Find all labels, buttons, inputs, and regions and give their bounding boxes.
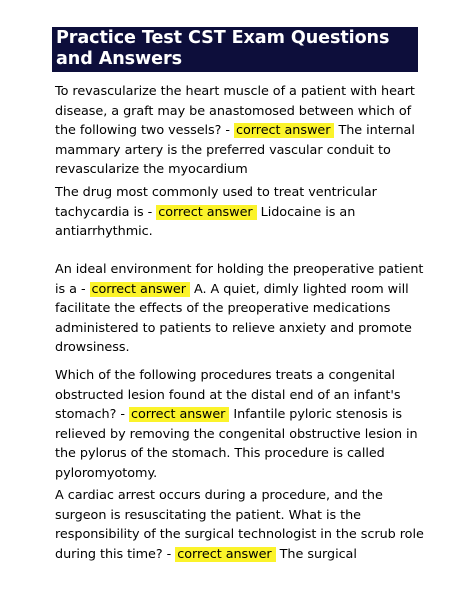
qa-item (55, 486, 425, 564)
correct-answer-highlight: correct answer (90, 282, 190, 297)
document-title: Practice Test CST Exam Questions and Answers (56, 28, 390, 69)
qa-item (55, 183, 425, 242)
qa-item (55, 260, 425, 358)
answer-text: The internal mammary artery is the preferred vascular conduit to revascularize the myocardium (55, 123, 415, 177)
question-text: To revascularize the heart muscle of a patient with heart disease, a graft may be anastomosed between which of the following two vessels? - (55, 84, 415, 138)
answer-text: Infantile pyloric stenosis is relieved by removing the congenital obstructive lesion in the pylorus of the stomach. This procedure is called pyloromyotomy. (55, 407, 418, 481)
qa-item (55, 366, 425, 483)
answer-text: A. A quiet, dimly lighted room will facilitate the effects of the preoperative medications administered to patients to relieve anxiety and promote drowsiness. (55, 281, 412, 355)
correct-answer-highlight: correct answer (234, 123, 334, 138)
question-text: The drug most commonly used to treat ventricular tachycardia is - (55, 185, 377, 220)
qa-item (55, 82, 425, 180)
correct-answer-highlight: correct answer (129, 407, 229, 422)
correct-answer-highlight: correct answer (156, 205, 256, 220)
correct-answer-highlight: correct answer (175, 547, 275, 562)
question-text: Which of the following procedures treats a congenital obstructed lesion found at the distal end of an infant's stomach? - (55, 368, 401, 422)
title-banner (52, 27, 418, 72)
question-text: An ideal environment for holding the preoperative patient is a - (55, 262, 424, 297)
question-text: A cardiac arrest occurs during a procedure, and the surgeon is resuscitating the patient. What is the responsibility of the surgical technologist in the scrub role during this time? - (55, 488, 424, 562)
answer-text: The surgical (275, 546, 357, 562)
answer-text: Lidocaine is an antiarrhythmic. (55, 204, 356, 239)
